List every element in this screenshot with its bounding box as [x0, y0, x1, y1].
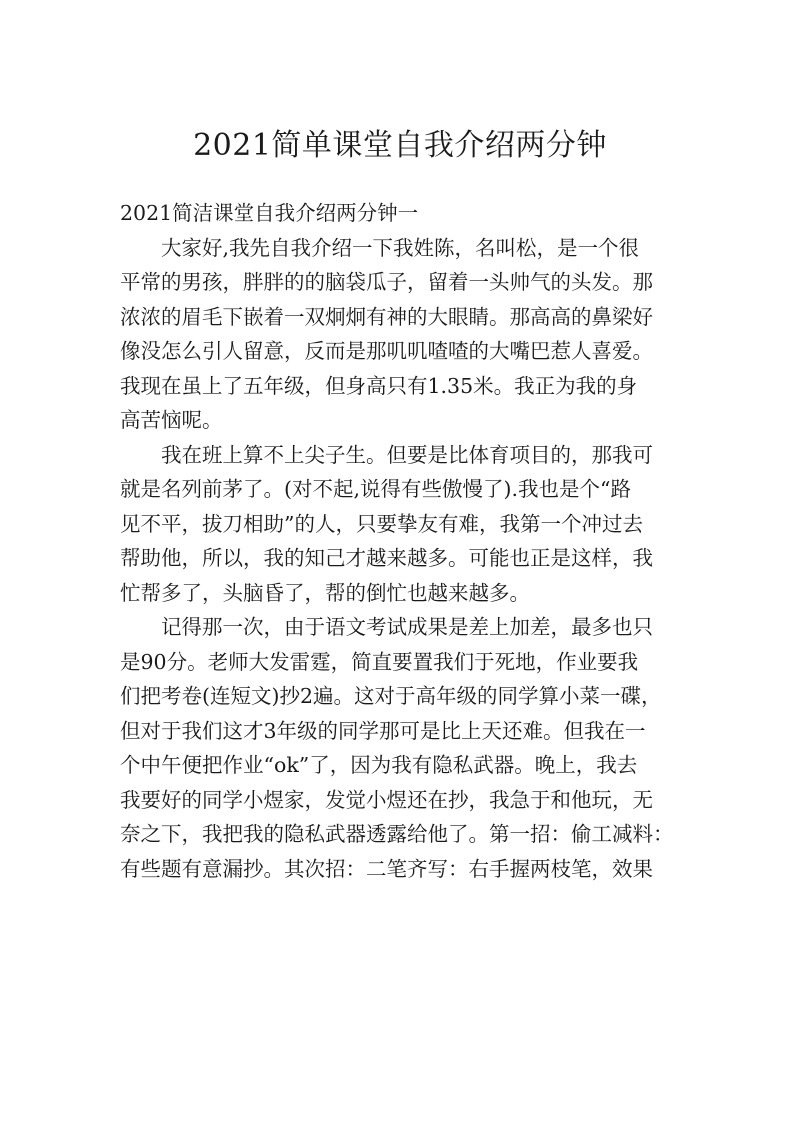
document-title: 2021简单课堂自我介绍两分钟	[193, 128, 607, 163]
paragraph-line: 浓浓的眉毛下嵌着一双炯炯有神的大眼睛。那高高的鼻梁好	[120, 304, 653, 329]
document-subtitle: 2021简洁课堂自我介绍两分钟一	[120, 201, 419, 225]
paragraph-line: 我在班上算不上尖子生。但要是比体育项目的，那我可	[161, 442, 653, 467]
paragraph-line: 见不平，拔刀相助”的人，只要挚友有难，我第一个冲过去	[120, 511, 643, 536]
document-body	[120, 196, 690, 886]
paragraph-line: 帮助他，所以，我的知己才越来越多。可能也正是这样，我	[120, 546, 653, 570]
paragraph-line: 是90分。老师大发雷霆，简直要置我们于死地，作业要我	[120, 649, 639, 674]
paragraph-line: 就是名列前茅了。(对不起,说得有些傲慢了).我也是个“路	[120, 477, 632, 501]
paragraph-line: 平常的男孩，胖胖的的脑袋瓜子，留着一头帅气的头发。那	[120, 270, 653, 294]
paragraph-line: 个中午便把作业“ok”了，因为我有隐私武器。晚上，我去	[120, 753, 638, 777]
paragraph-line: 高苦恼呢。	[120, 408, 223, 432]
paragraph-line: 像没怎么引人留意，反而是那叽叽喳喳的大嘴巴惹人喜爱。	[120, 339, 653, 363]
paragraph-line: 我要好的同学小煜家，发觉小煜还在抄，我急于和他玩，无	[120, 787, 653, 812]
paragraph-line: 我现在虽上了五年级，但身高只有1.35米。我正为我的身	[120, 373, 638, 398]
paragraph-line: 大家好,我先自我介绍一下我姓陈，名叫松，是一个很	[161, 235, 640, 260]
paragraph-line: 记得那一次，由于语文考试成果是差上加差，最多也只	[161, 615, 653, 639]
paragraph-line: 忙帮多了，头脑昏了，帮的倒忙也越来越多。	[120, 580, 530, 605]
paragraph-line: 有些题有意漏抄。其次招：二笔齐写：右手握两枝笔，效果	[120, 856, 653, 881]
paragraph-line: 奈之下，我把我的隐私武器透露给他了。第一招：偷工减料：	[120, 822, 674, 846]
paragraph-line: 但对于我们这才3年级的同学那可是比上天还难。但我在一	[120, 718, 646, 743]
paragraph-line: 们把考卷(连短文)抄2遍。这对于高年级的同学算小菜一碟，	[120, 684, 662, 708]
